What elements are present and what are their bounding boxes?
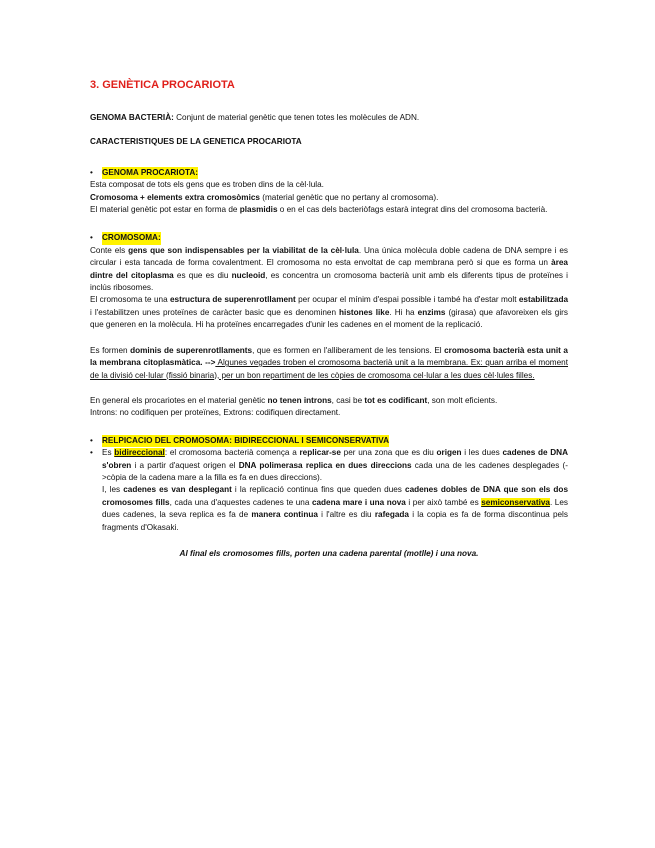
replicacio-list-item: • Es bidireccional: el cromosoma bacterià comença a replicar-se per una zona que es diu origen i les dues cadenes de DNA s'obren i a partir d'aquest origen el DNA polimerasa replica en dues direccions cada una de les cadenes desplegades (->còpia de la cadena mare a la filla es fa en dues direccions). I, les cadenes es van desplegant i la replicació continua fins que queden dues cadenes dobles de DNA que son els dos cromosomes fills, cada una d'aquestes cadenes te una cadena mare i una nova i per això també es semiconservativa. Les dues cadenes, la seva replica es fa de manera continua i l'altre es diu rafegada i la copia es fa de forma discontinua pels fragments d'Okasaki. <box>90 447 568 534</box>
replicacio-heading: • RELPICACIO DEL CROMOSOMA: BIDIRECCIONAL I SEMICONSERVATIVA <box>90 435 568 447</box>
cromosoma-heading: • CROMOSOMA: <box>90 232 568 244</box>
genoma-line-1: Esta composat de tots els gens que es troben dins de la cèl·lula. <box>90 180 324 190</box>
cromosoma-paragraph-5: Introns: no codifiquen per proteïnes, Extrons: codifiquen directament. <box>90 408 341 418</box>
genoma-bacteria-term: GENOMA BACTERIÀ: <box>90 113 174 122</box>
section-title: 3. GENÈTICA PROCARIOTA <box>90 79 235 91</box>
genoma-procariota-heading: • GENOMA PROCARIOTA: <box>90 167 568 179</box>
closing-statement: Al final els cromosomes fills, porten una cadena parental (motlle) i una nova. <box>179 548 479 558</box>
genoma-line-3: El material genètic pot estar en forma de plasmidis o en el cas dels bacteriòfags estarà integrat dins del cromosoma bacterià. <box>90 205 548 215</box>
cromosoma-paragraph-4: En general els procariotes en el material genètic no tenen introns, casi be tot es codificant, son molt eficients. <box>90 395 498 405</box>
genoma-bacteria-definition: GENOMA BACTERIÀ: Conjunt de material genètic que tenen totes les molècules de ADN. <box>90 113 420 122</box>
document-content <box>90 78 568 560</box>
genoma-line-2: Cromosoma + elements extra cromosòmics (material genètic que no pertany al cromosoma). <box>90 192 439 202</box>
caracteristiques-heading: CARACTERISTIQUES DE LA GENETICA PROCARIOTA <box>90 137 302 147</box>
cromosoma-paragraph-2: El cromosoma te una estructura de superenrotllament per ocupar el mínim d'espai possible i també ha d'estar molt estabilitzada i l'estabilitzen unes proteïnes de caràcter basic que es denominen histones like. Hi ha enzims (girasa) que afavoreixen els girs que generen en la molècula. Hi ha proteïnes encarregades d'unir les cadenes en el moment de la replicació. <box>90 295 569 330</box>
replicacio-paragraph-1: Es bidireccional: el cromosoma bacterià comença a replicar-se per una zona que es diu origen i les dues cadenes de DNA s'obren i a partir d'aquest origen el DNA polimerasa replica en dues direccions cada una de les cadenes desplegades (->còpia de la cadena mare a la filla es fa en dues direccions). <box>102 448 569 482</box>
cromosoma-paragraph-3: Es formen dominis de superenrotllaments, que es formen en l'alliberament de les tensions. El cromosoma bacterià esta unit a la membrana citoplasmàtica. --> Algunes vegades troben el cromosoma bacterià unit a la membrana. Ex: quan arriba el moment de la divisió cel·lular (fissió binaria), per un bon repartiment de les còpies de cromosoma cel·lular a les dues cèl·lules filles. <box>90 345 569 380</box>
replicacio-paragraph-2: I, les cadenes es van desplegant i la replicació continua fins que queden dues cadenes dobles de DNA que son els dos cromosomes fills, cada una d'aquestes cadenes te una cadena mare i una nova i per això també es semiconservativa. Les dues cadenes, la seva replica es fa de manera continua i l'altre es diu rafegada i la copia es fa de forma discontinua pels fragments d'Okasaki. <box>102 485 568 532</box>
cromosoma-paragraph-1: Conte els gens que son indispensables per la viabilitat de la cèl·lula. Una única molècula doble cadena de DNA sempre i es circular i esta tancada de forma covalentment. El cromosoma no esta envoltat de cap membrana però si que es forma un àrea dintre del citoplasma es que es diu nucleoid, es concentra un cromosoma bacterià unit amb els diferents tipus de proteïnes i inclús ribosomes. <box>90 245 568 293</box>
